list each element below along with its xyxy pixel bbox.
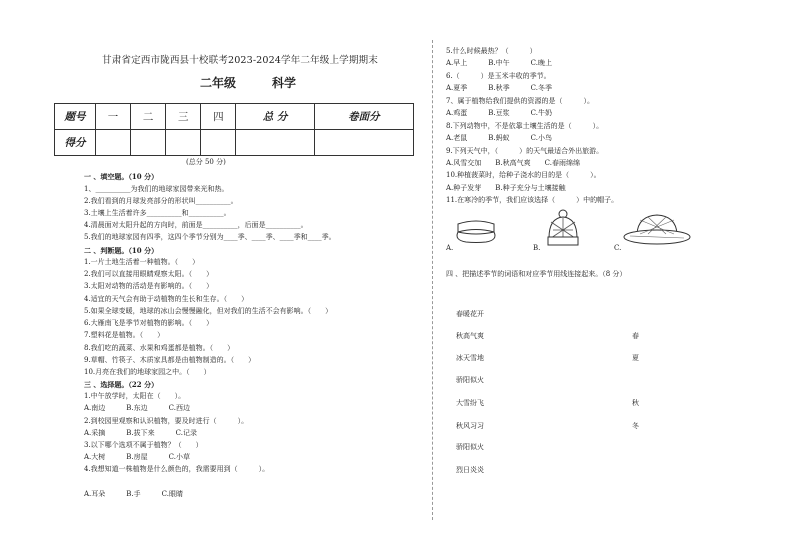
question-line: 11.在寒冷的季节，我们应该选择（ ）中的帽子。 <box>446 196 619 204</box>
question-line: 5.什么时候最热？（ ） <box>446 47 537 55</box>
match-season[interactable]: 春 <box>632 332 639 340</box>
question-line: 1、__________为我们的地球家园带来光和热。 <box>84 185 229 193</box>
question-line: 1.中午放学时，太阳在（ ）。 <box>84 392 186 400</box>
straw-hat-image <box>622 212 692 250</box>
score-input-cell[interactable] <box>314 130 413 156</box>
question-line: 9.草帽、竹筷子、木质家具都是由植物制造的。（ ） <box>84 356 256 364</box>
exam-title: 甘肃省定西市陇西县十校联考2023-2024学年二年级上学期期末 <box>102 55 378 66</box>
question-line: 4.清晨面对太阳升起的方向时，前面是__________，后面是__________。 <box>84 221 308 229</box>
match-word[interactable]: 冰天雪地 <box>456 354 484 362</box>
subject-label: 科学 <box>272 76 297 90</box>
question-line: A.耳朵 B.手 C.眼睛 <box>84 490 183 498</box>
score-value-row <box>55 130 414 156</box>
section-heading: 二 、判断题。（10 分） <box>84 246 159 255</box>
match-season[interactable]: 秋 <box>632 399 639 407</box>
question-line: A.南边 B.东边 C.西边 <box>84 404 190 412</box>
question-line: 6.大雁南飞是季节对植物的影响。（ ） <box>84 319 214 327</box>
total-score-note: (总分 50 分) <box>186 158 226 166</box>
score-input-cell[interactable] <box>201 130 236 156</box>
score-cell: 总 分 <box>236 104 314 130</box>
hat-label-c: C. <box>614 244 622 252</box>
question-line: A.老鼠 B.蚂蚁 C.小鸟 <box>446 134 552 142</box>
question-line: A.种子发芽 B.种子充分与土壤接触 <box>446 184 566 192</box>
question-line: 5.我们的地球家园有四季，这四个季节分别为____季、____季、____季和____季。 <box>84 233 336 241</box>
match-word[interactable]: 春暖花开 <box>456 310 484 318</box>
match-word[interactable]: 秋风习习 <box>456 422 484 430</box>
question-line: 2.我们看到的月球发亮部分的形状叫__________。 <box>84 197 238 205</box>
question-line: 10.月亮在我们的地球家园之中。（ ） <box>84 368 211 376</box>
question-line: 5.如果全球变暖，地球的冰山会慢慢融化，但对我们的生活不会有影响。（ ） <box>84 307 333 315</box>
score-input-cell[interactable] <box>236 130 314 156</box>
question-line: A.鸡蛋 B.豆浆 C.牛奶 <box>446 109 552 117</box>
knit-hat-image <box>543 208 583 252</box>
visor-hat-image <box>452 218 500 248</box>
score-cell: 三 <box>166 104 201 130</box>
match-word[interactable]: 大雪纷飞 <box>456 399 484 407</box>
question-line: A.早上 B.中午 C.晚上 <box>446 59 552 67</box>
question-line: 2.到校园里观察和认识植物，要及时进行（ ）。 <box>84 417 249 425</box>
grade-label: 二年级 <box>200 76 237 90</box>
match-word[interactable]: 烈日炎炎 <box>456 466 484 474</box>
section-heading: 一 、填空题。（10 分） <box>84 172 159 181</box>
score-input-cell[interactable] <box>166 130 201 156</box>
score-cell: 二 <box>131 104 166 130</box>
question-line: A.大树 B.房屋 C.小草 <box>84 453 190 461</box>
score-table <box>54 103 414 156</box>
question-line: 7、属于植物给我们提供的资源的是（ ）。 <box>446 97 594 105</box>
question-line: 3.以下哪个选项不属于植物？（ ） <box>84 441 203 449</box>
hat-label-b: B. <box>533 244 541 252</box>
section-heading: 三 、选择题。（22 分） <box>84 380 159 389</box>
match-word[interactable]: 秋高气爽 <box>456 332 484 340</box>
score-cell: 题号 <box>55 104 96 130</box>
question-line: 10.种植菠菜时，给种子浇水的目的是（ ）。 <box>446 171 601 179</box>
question-line: 6.（ ）是玉米丰收的季节。 <box>446 72 551 80</box>
question-line: 3.土壤上生活着许多__________和__________。 <box>84 209 231 217</box>
question-line: 3.太阳对动物的活动是有影响的。（ ） <box>84 282 214 290</box>
match-word[interactable]: 骄阳似火 <box>456 443 484 451</box>
question-line: 4.我想知道一株植物是什么颜色的，我需要用到（ ）。 <box>84 465 270 473</box>
score-cell: 卷面分 <box>314 104 413 130</box>
question-line: 2.我们可以直接用眼睛观察太阳。（ ） <box>84 270 214 278</box>
question-line: 1.一片土地生活着一种植物。（ ） <box>84 258 200 266</box>
hat-label-a: A. <box>446 244 454 252</box>
match-word[interactable]: 骄阳似火 <box>456 376 484 384</box>
question-line: A.采摘 B.拔下来 C.记录 <box>84 429 197 437</box>
match-season[interactable]: 冬 <box>632 422 639 430</box>
score-cell: 四 <box>201 104 236 130</box>
score-input-cell[interactable] <box>131 130 166 156</box>
match-season[interactable]: 夏 <box>632 354 639 362</box>
score-cell: 得分 <box>55 130 96 156</box>
section-four-heading: 四 、把描述季节的词语和对应季节用线连接起来。（8 分） <box>446 270 627 278</box>
question-line: 7.塑料花是植物。（ ） <box>84 331 165 339</box>
score-cell: 一 <box>96 104 131 130</box>
page-divider <box>432 40 433 520</box>
question-line: 8.我们吃的蔬菜、水果和鸡蛋都是植物。（ ） <box>84 344 235 352</box>
question-line: A.夏季 B.秋季 C.冬季 <box>446 84 552 92</box>
score-input-cell[interactable] <box>96 130 131 156</box>
question-line: 9.下列天气中，（ ）的天气最适合外出旅游。 <box>446 147 604 155</box>
question-line: A.风雪交加 B.秋高气爽 C.春雨绵绵 <box>446 159 580 167</box>
question-line: 8.下列动物中，不是依靠土壤生活的是（ ）。 <box>446 122 604 130</box>
question-line: 4.适宜的天气会有助于动植物的生长和生存。（ ） <box>84 295 249 303</box>
score-header-row <box>55 104 414 130</box>
